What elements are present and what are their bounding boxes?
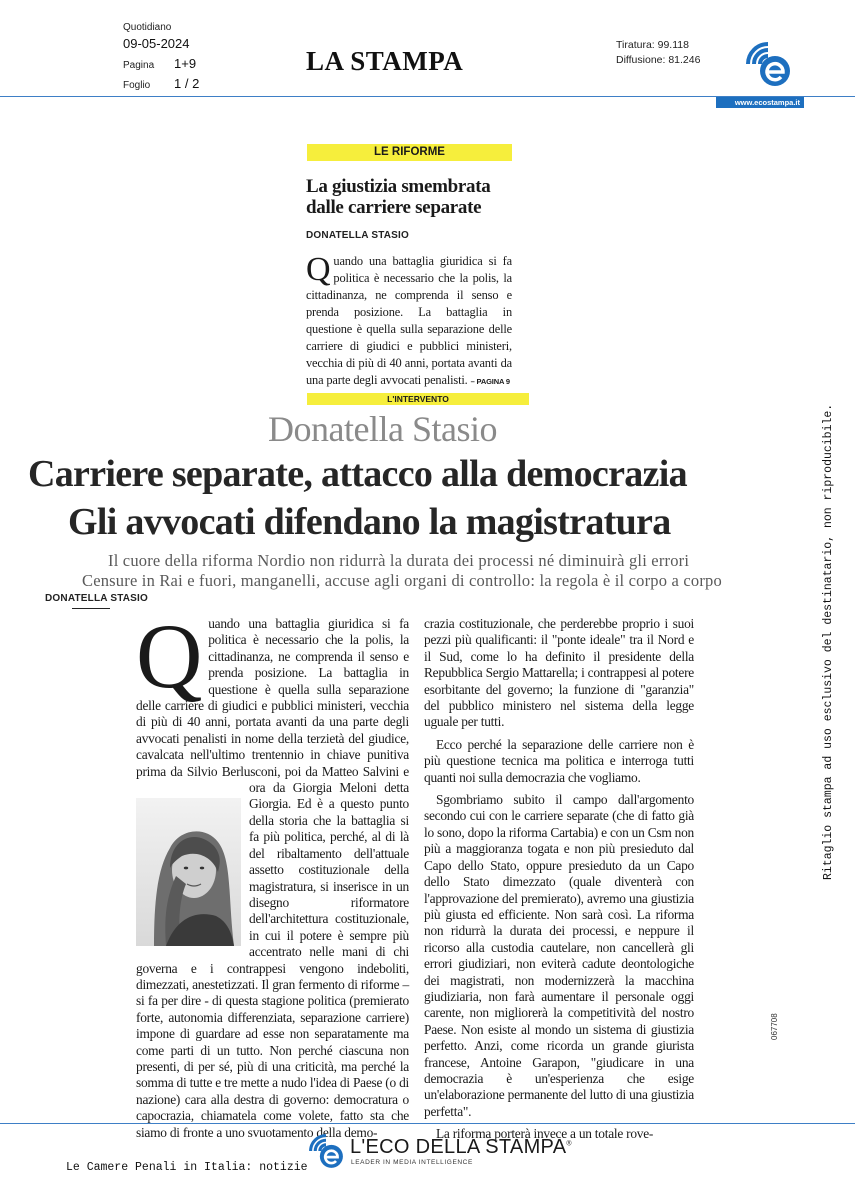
- subhead-line2: Censure in Rai e fuori, manganelli, accuse agli organi di controllo: la regola è il corpo a corpo: [82, 571, 722, 590]
- teaser-title: [306, 176, 516, 218]
- page-label: Pagina: [123, 60, 155, 71]
- article-section-label: L'INTERVENTO: [307, 393, 529, 405]
- article-paragraph: Ecco perché la separazione delle carriere non è più questione tecnica ma politica e interroga tutti quanti noi sulla democrazia che vogliamo.: [424, 736, 694, 785]
- circulation-stats: [616, 38, 700, 68]
- article-paragraph: uando una battaglia giuridica si fa politica è necessario che la polis, la cittadinanza, ne comprenda il senso e prenda posizione. La battaglia in questione è quella sulla separazione delle carriere di giudici e pubblici ministeri, vecchia di più di 40 anni, portata avanti da una parte degli avvocati penalisti in nome della terzietà del giudice, cavalcata nell'ultimo trentennio in chiave punitiva prima da Silvio Berlusconi, poi da Matteo Salvini e ora da Giorgia Meloni detta Giorgia. Ed è a questo punto della storia che la battaglia si fa più politica, perché, al di là del ribaltamento dell'attuale assetto costituzionale della magistratura, si inserisce in un disegno riformatore dell'architettura costituzionale, in cui il potere è sempre più accentrato nelle mani di chi governa e i contrappesi vengono indeboliti, dimezzati, anestetizzati. Il gran fermento di riforme – si fa per dire - di questa stagione politica (premierato forte, autonomia differenziata, separazione carriere) impone di guardare ad esse non separatamente ma come parti di un tutto. Non perché ciascuna non presenti, di per sé, più di una criticità, ma perché la somma di tutte e tre mette a nudo l'idea di Paese (o di nazione) cara alla destra di governo: democratura o capocrazia, chiamatela come volete, fatto sta che siamo di fronte a uno svuotamento della demo-: [136, 616, 409, 1140]
- article-paragraph: La riforma porterà invece a un totale rove-: [436, 1126, 654, 1142]
- subhead-line1: Il cuore della riforma Nordio non ridurrà la durata dei processi né diminuirà gli errori: [108, 551, 690, 570]
- diffusione: Diffusione: 81.246: [616, 54, 701, 66]
- publication-type: Quotidiano: [123, 22, 172, 33]
- registered-mark: ®: [566, 1140, 572, 1148]
- footer-brand: [350, 1136, 572, 1159]
- ecostampa-logo-icon: [742, 38, 794, 90]
- article-dropcap: Q: [136, 605, 203, 707]
- author-display: Donatella Stasio: [268, 409, 497, 449]
- footer-rule: [0, 1123, 855, 1124]
- teaser-byline: DONATELLA STASIO: [306, 230, 410, 241]
- teaser-title-line1: La giustizia smembrata: [306, 176, 491, 197]
- headline-line1: Carriere separate, attacco alla democrazia: [28, 453, 687, 495]
- article-paragraph: Sgombriamo subito il campo dall'argomento secondo cui con le carriere separate (che di fatto già lo sono, dopo la riforma Cartabia) e con un Csm non più a maggioranza togata e non più presieduto dal Capo dello Stato, oppure presieduto da un Capo dello Stato dimezzato (quale diventerà con l'approvazione del premierato), avremo una giustizia più giusta ed efficiente. Non sarà così. La riforma non ridurrà la durata dei processi, e neppure il ricorso alla custodia cautelare, non cancellerà gli errori giudiziari, non eviterà cadute deontologiche dei magistrati, non modernizzerà la macchina giudiziaria, non farà aumentare il personale oggi carente, non migliorerà la competitività del nostro Paese. Non esiste al mondo un sistema di giustizia perfetto. Anzi, come ricorda un grande giurista francese, Antoine Garapon, "giudicare in una democrazia è un'esperienza che esige un'elaborazione permanente del lutto di una giustizia perfetta".: [424, 792, 694, 1119]
- eco-della-stampa-logo-icon: [306, 1131, 346, 1171]
- tiratura: Tiratura: 99.118: [616, 39, 689, 51]
- footer-source: Le Camere Penali in Italia: notizie: [66, 1161, 308, 1174]
- teaser-body: [306, 253, 512, 390]
- page-value: 1+9: [174, 56, 197, 71]
- article-byline: DONATELLA STASIO: [45, 593, 149, 604]
- teaser-title-line2: dalle carriere separate: [306, 197, 482, 218]
- headline-line2: Gli avvocati difendano la magistratura: [68, 501, 671, 543]
- sheet-value: 1 / 2: [174, 76, 200, 91]
- author-photo: [136, 798, 241, 946]
- teaser-section-label: LE RIFORME: [307, 144, 512, 161]
- footer-brand-name: L'ECO DELLA STAMPA: [350, 1136, 567, 1158]
- footer-tagline: LEADER IN MEDIA INTELLIGENCE: [351, 1159, 473, 1166]
- article-paragraph: crazia costituzionale, che perderebbe proprio i suoi pezzi più qualificanti: il "ponte ideale" tra il Nord e il Sud, come lo ha definito il presidente della Repubblica Sergio Mattarella; i contrappesi al potere esorbitante del governo; la funzione di "garanzia" del pubblico ministero nel sistema della legge uguale per tutti.: [424, 616, 694, 730]
- teaser-dropcap: Q: [306, 251, 331, 288]
- masthead: LA STAMPA: [306, 46, 464, 76]
- teaser-page-ref: – PAGINA 9: [470, 377, 510, 386]
- publication-date: 09-05-2024: [123, 36, 190, 51]
- teaser-text: uando una battaglia giuridica si fa politica è necessario che la polis, la cittadinanza, ne comprenda il senso e prenda posizione. La battaglia in questione è quella sulla separazione delle carriere di giudici e pubblici ministeri, vecchia di più di 40 anni, portata avanti da una parte degli avvocati penalisti.: [306, 254, 512, 387]
- clipping-code: 067708: [770, 1013, 779, 1040]
- byline-rule: [72, 608, 110, 609]
- ecostampa-url[interactable]: www.ecostampa.it: [716, 97, 804, 108]
- sheet-label: Foglio: [123, 80, 151, 91]
- copyright-note: Ritaglio stampa ad uso esclusivo del destinatario, non riproducibile.: [822, 403, 835, 880]
- article-column-1: [136, 605, 409, 1140]
- article-column-2: [424, 616, 694, 1142]
